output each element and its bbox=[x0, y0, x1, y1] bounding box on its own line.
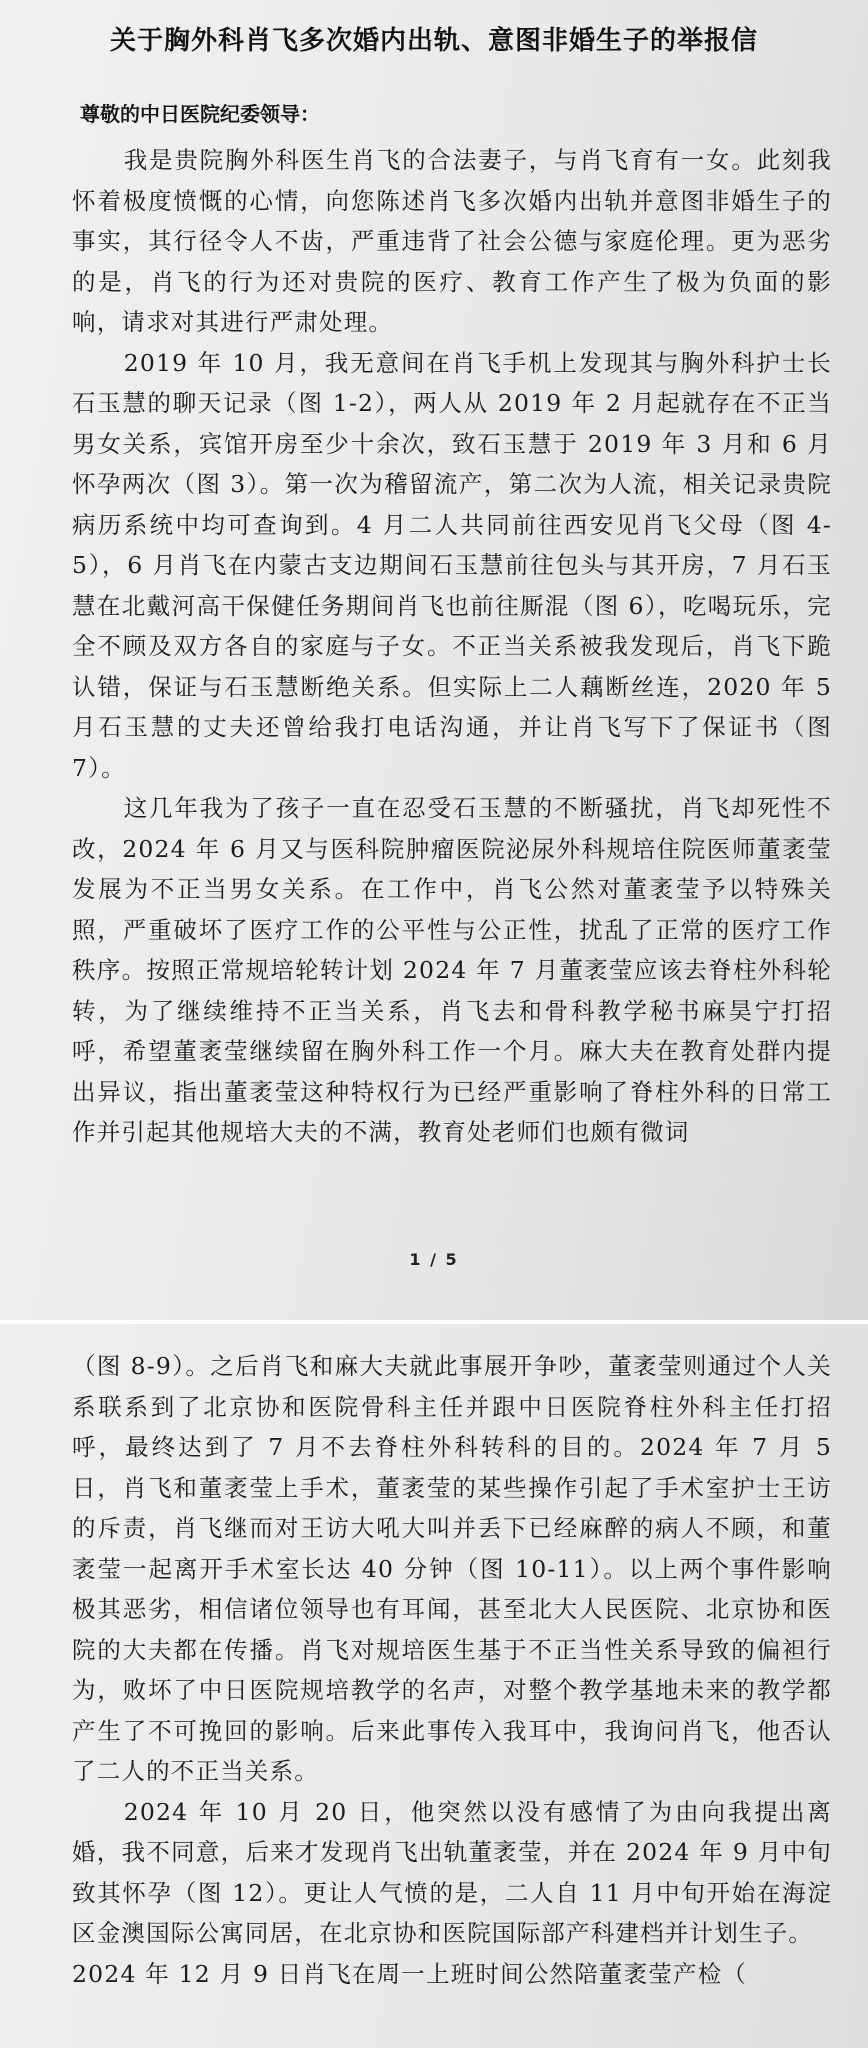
paragraph-2024-events: 这几年我为了孩子一直在忍受石玉慧的不断骚扰，肖飞却死性不改，2024 年 6 月又与医科院肿瘤医院泌尿外科规培住院医师董袤莹发展为不正当男女关系。在工作中，肖飞公然对董袤莹予以特殊关照，严重破坏了医疗工作的公平性与公正性，扰乱了正常的医疗工作秩序。按照正常规培轮转计划 2024 年 7 月董袤莹应该去脊柱外科轮转，为了继续维持不正当关系，肖飞去和骨科教学秘书麻昊宁打招呼，希望董袤莹继续留在胸外科工作一个月。麻大夫在教育处群内提出异议，指出董袤莹这种特权行为已经严重影响了脊柱外科的日常工作并引起其他规培大夫的不满，教育处老师们也颇有微词 bbox=[72, 794, 832, 1146]
document-page-two bbox=[0, 1324, 868, 2048]
paragraph-2019-events: 2019 年 10 月，我无意间在肖飞手机上发现其与胸外科护士长石玉慧的聊天记录（图 1-2），两人从 2019 年 2 月起就存在不正当男女关系，宾馆开房至少十余次，致石玉慧于 2019 年 3 月和 6 月怀孕两次（图 3）。第一次为稽留流产，第二次为人流，相关记录贵院病历系统中均可查询到。4 月二人共同前往西安见肖飞父母（图 4-5），6 月肖飞在内蒙古支边期间石玉慧前往包头与其开房，7 月石玉慧在北戴河高干保健任务期间肖飞也前往厮混（图 6），吃喝玩乐，完全不顾及双方各自的家庭与子女。不正当关系被我发现后，肖飞下跪认错，保证与石玉慧断绝关系。但实际上二人藕断丝连，2020 年 5 月石玉慧的丈夫还曾给我打电话沟通，并让肖飞写下了保证书（图 7）。 bbox=[72, 348, 832, 782]
salutation: 尊敬的中日医院纪委领导： bbox=[80, 102, 320, 126]
page-two-body bbox=[72, 1346, 832, 1994]
paragraph-cut-off-line: 2024 年 12 月 9 日肖飞在周一上班时间公然陪董袤莹产检（ bbox=[72, 1959, 748, 1988]
paragraph-intro: 我是贵院胸外科医生肖飞的合法妻子，与肖飞育有一女。此刻我怀着极度愤慨的心情，向您陈述肖飞多次婚内出轨并意图非婚生子的事实，其行径令人不齿，严重违背了社会公德与家庭伦理。更为恶劣的是，肖飞的行为还对贵院的医疗、教育工作产生了极为负面的影响，请求对其进行严肃处理。 bbox=[72, 146, 832, 336]
page-number: 1 / 5 bbox=[409, 1250, 459, 1269]
page-one-body bbox=[72, 140, 832, 1153]
document-title: 关于胸外科肖飞多次婚内出轨、意图非婚生子的举报信 bbox=[109, 26, 758, 56]
paragraph-divorce: 2024 年 10 月 20 日，他突然以没有感情了为由向我提出离婚，我不同意，后来才发现肖飞出轨董袤莹，并在 2024 年 9 月中旬致其怀孕（图 12）。更让人气愤的是，二人自 11 月中旬开始在海淀区金澳国际公寓同居，在北京协和医院国际部产科建档并计划生子。 bbox=[72, 1797, 832, 1947]
paragraph-continuation: （图 8-9）。之后肖飞和麻大夫就此事展开争吵，董袤莹则通过个人关系联系到了北京协和医院骨科主任并跟中日医院脊柱外科主任打招呼，最终达到了 7 月不去脊柱外科转科的目的。2024 年 7 月 5 日，肖飞和董袤莹上手术，董袤莹的某些操作引起了手术室护士王访的斥责，肖飞继而对王访大吼大叫并丢下已经麻醉的病人不顾，和董袤莹一起离开手术室长达 40 分钟（图 10-11）。以上两个事件影响极其恶劣，相信诸位领导也有耳闻，甚至北大人民医院、北京协和医院的大夫都在传播。肖飞对规培医生基于不正当性关系导致的偏袒行为，败坏了中日医院规培教学的名声，对整个教学基地未来的教学都产生了不可挽回的影响。后来此事传入我耳中，我询问肖飞，他否认了二人的不正当关系。 bbox=[72, 1352, 832, 1785]
